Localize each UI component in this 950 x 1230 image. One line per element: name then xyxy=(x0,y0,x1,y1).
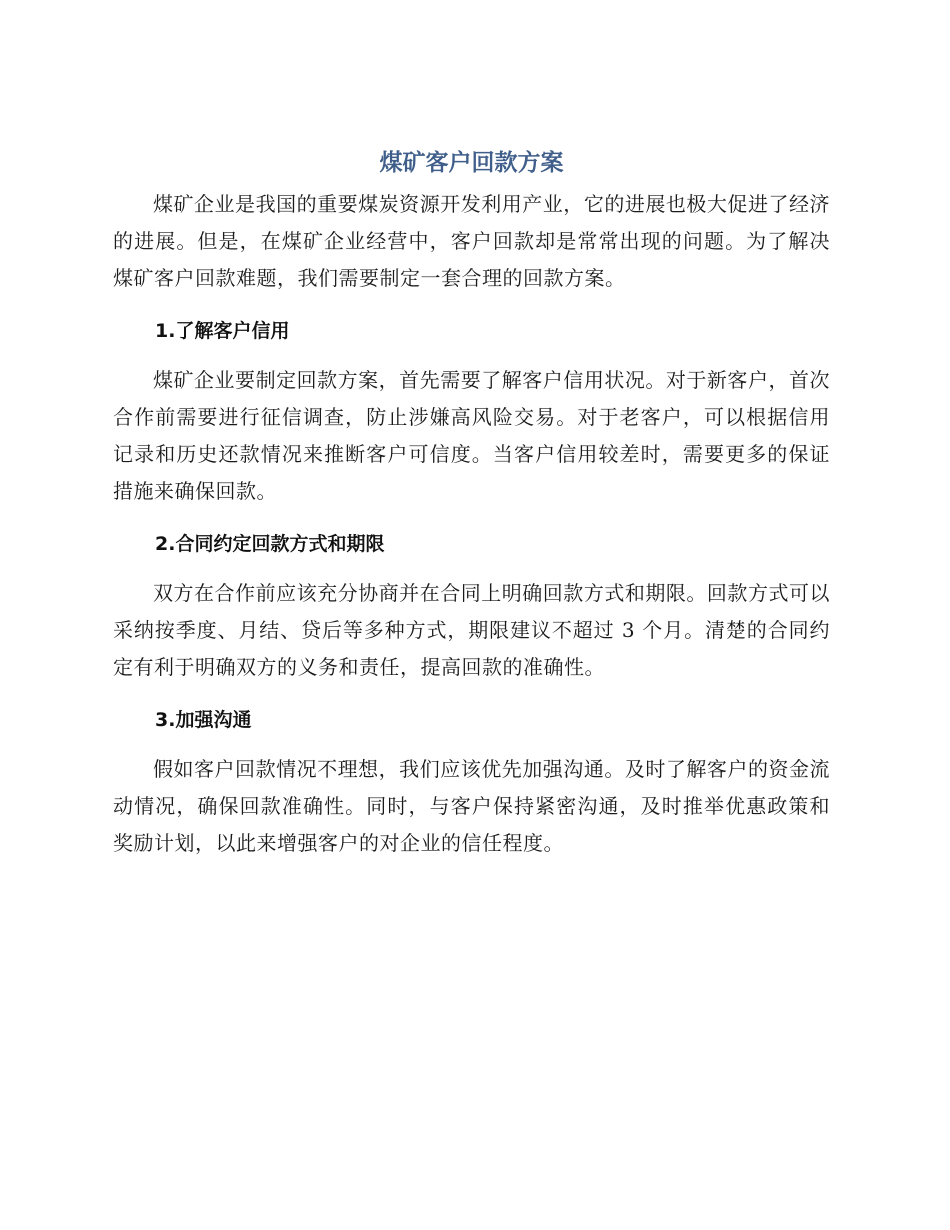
section-body-contract: 双方在合作前应该充分协商并在合同上明确回款方式和期限。回款方式可以采纳按季度、月结、贷后等多种方式，期限建议不超过 3 个月。清楚的合同约定有利于明确双方的义务和责任，提高回款的准确性。 xyxy=(113,581,830,679)
intro-paragraph: 煤矿企业是我国的重要煤炭资源开发利用产业，它的进展也极大促进了经济的进展。但是，在煤矿企业经营中，客户回款却是常常出现的问题。为了解决煤矿客户回款难题，我们需要制定一套合理的回款方案。 xyxy=(113,192,830,290)
section-body-credit: 煤矿企业要制定回款方案，首先需要了解客户信用状况。对于新客户，首次合作前需要进行征信调查，防止涉嫌高风险交易。对于老客户，可以根据信用记录和历史还款情况来推断客户可信度。当客户信用较差时，需要更多的保证措施来确保回款。 xyxy=(113,368,830,503)
section-heading-contract: 2.合同约定回款方式和期限 xyxy=(155,533,385,555)
section-body-communication: 假如客户回款情况不理想，我们应该优先加强沟通。及时了解客户的资金流动情况，确保回款准确性。同时，与客户保持紧密沟通，及时推举优惠政策和奖励计划，以此来增强客户的对企业的信任程度。 xyxy=(113,757,830,855)
page-title: 煤矿客户回款方案 xyxy=(379,150,564,176)
section-heading-credit: 1.了解客户信用 xyxy=(155,320,290,342)
section-heading-communication: 3.加强沟通 xyxy=(155,709,252,731)
document-body xyxy=(113,140,830,862)
